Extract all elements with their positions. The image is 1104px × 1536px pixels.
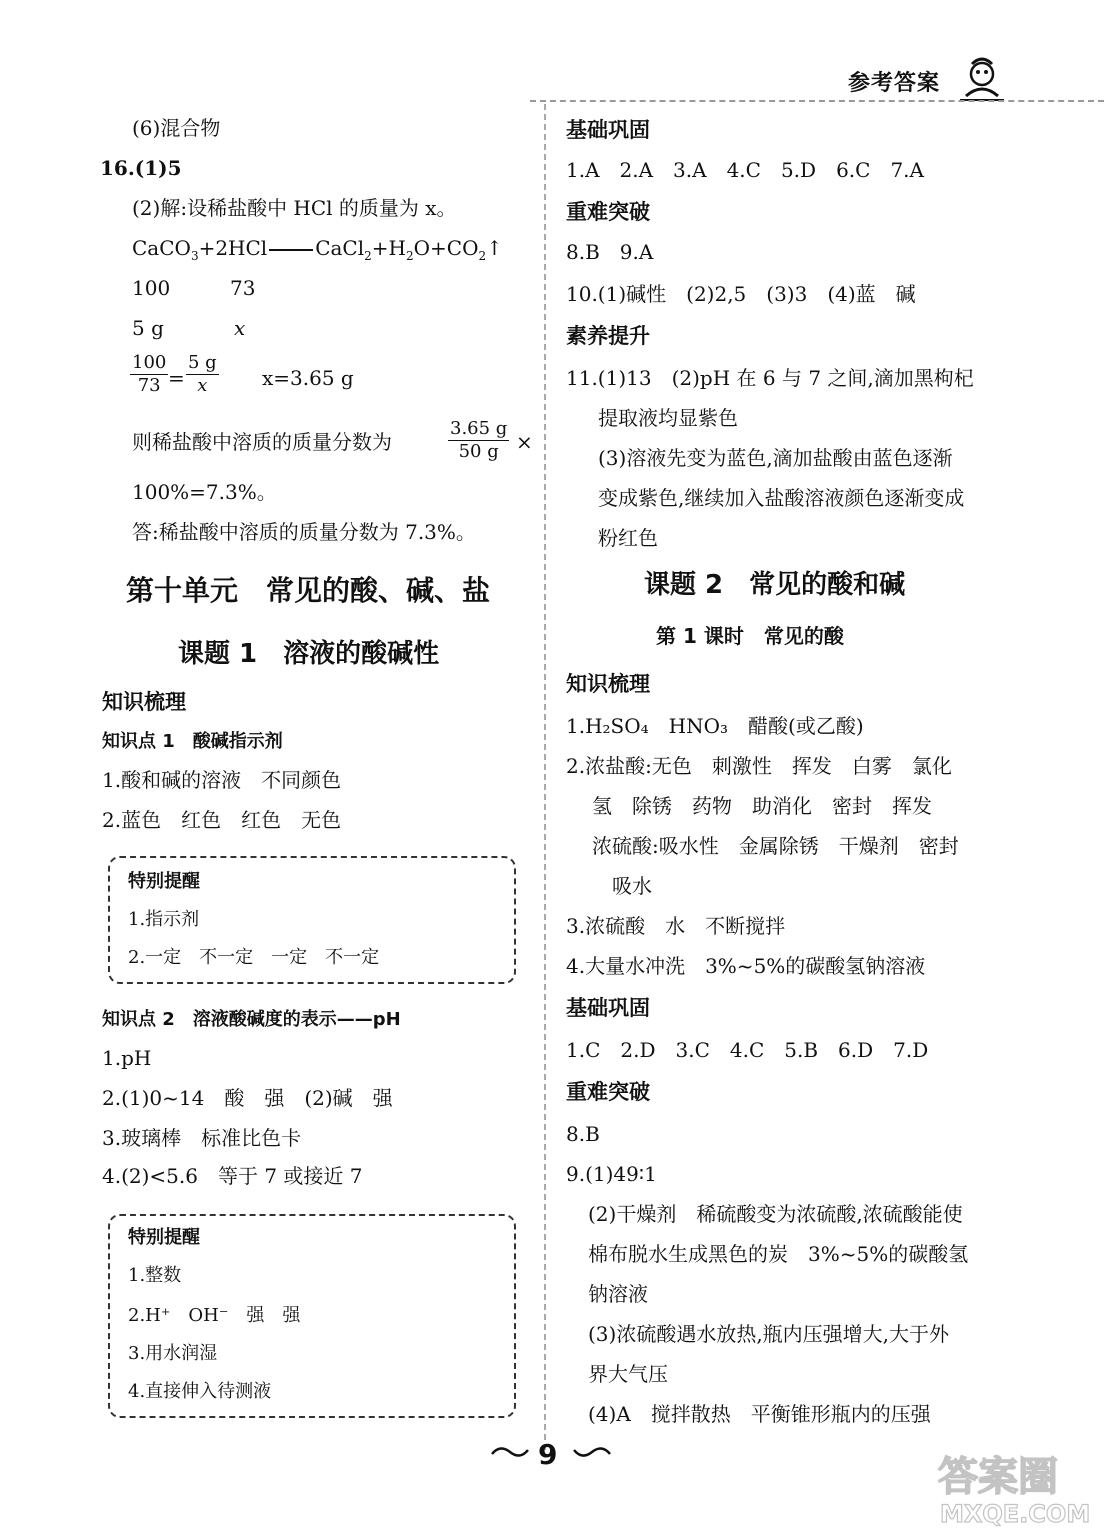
- reminder-item: 1.整数: [128, 1265, 182, 1286]
- lesson-title: 课题 1 溶液的酸碱性: [178, 639, 440, 669]
- unit-title: 第十单元 常见的酸、碱、盐: [126, 574, 491, 607]
- section-heading: 基础巩固: [566, 996, 650, 1020]
- fraction: $\frac{100}{73}$: [132, 352, 167, 396]
- svg-text:MXQE.COM: MXQE.COM: [940, 1500, 1091, 1528]
- answer-line: 浓硫酸:吸水性 金属除锈 干燥剂 密封: [592, 834, 959, 858]
- answer-line: 8.B 9.A: [566, 240, 654, 264]
- column-divider: [544, 104, 546, 1450]
- answer-line: 11.(1)13 (2)pH 在 6 与 7 之间,滴加黑枸杞: [566, 366, 974, 390]
- section-heading: 基础巩固: [566, 118, 650, 142]
- reminder-item: 2.一定 不一定 一定 不一定: [128, 947, 380, 968]
- answer-line: (3)溶液先变为蓝色,滴加盐酸由蓝色逐渐: [598, 446, 953, 470]
- text-line: 100%=7.3%。: [132, 480, 277, 504]
- section-heading: 重难突破: [566, 200, 650, 224]
- answer-line: (4)A 搅拌散热 平衡锥形瓶内的压强: [588, 1402, 931, 1426]
- reminder-title: 特别提醒: [128, 871, 200, 892]
- answer-line: (2)干燥剂 稀硫酸变为浓硫酸,浓硫酸能使: [588, 1202, 963, 1226]
- reminder-item: 1.指示剂: [128, 909, 200, 930]
- header-rule: [530, 100, 1104, 102]
- text-line: (2)解:设稀盐酸中 HCl 的质量为 x。: [132, 196, 457, 220]
- text-line: 则稀盐酸中溶质的质量分数为: [132, 430, 392, 454]
- svg-text:答案圈: 答案圈: [938, 1454, 1058, 1500]
- lesson-title: 课题 2 常见的酸和碱: [644, 570, 906, 600]
- chemical-equation: CaCO$_3$+2HCl $CaCl_2+H_2O+CO_2↑$: [132, 236, 503, 263]
- answer-line: 提取液均显紫色: [598, 406, 738, 430]
- page-number: 9: [538, 1438, 558, 1471]
- text-line: 1.pH: [102, 1046, 152, 1070]
- text-line: 2.(1)0~14 酸 强 (2)碱 强: [102, 1086, 393, 1110]
- times-sign: ×: [516, 430, 533, 454]
- wave-ornament-icon: [572, 1442, 612, 1462]
- header-title: 参考答案: [848, 71, 941, 96]
- answer-line: 答:稀盐酸中溶质的质量分数为 7.3%。: [132, 520, 476, 544]
- reminder-item: 3.用水润湿: [128, 1343, 218, 1364]
- section-heading: 重难突破: [566, 1080, 650, 1104]
- answer-line: 界大气压: [588, 1362, 668, 1386]
- answer-line: 4.大量水冲洗 3%~5%的碳酸氢钠溶液: [566, 954, 926, 978]
- period-title: 第 1 课时 常见的酸: [656, 624, 844, 648]
- text-line: 1.酸和碱的溶液 不同颜色: [102, 768, 342, 792]
- question-16: 16.(1)5: [100, 156, 182, 180]
- knowledge-point: 知识点 1 酸碱指示剂: [102, 731, 283, 752]
- answer-line: 钠溶液: [588, 1282, 648, 1306]
- section-heading: 知识梳理: [566, 672, 650, 696]
- answer-line: (3)浓硫酸遇水放热,瓶内压强增大,大于外: [588, 1322, 950, 1346]
- reminder-title: 特别提醒: [128, 1227, 200, 1248]
- knowledge-point: 知识点 2 溶液酸碱度的表示——pH: [102, 1009, 401, 1030]
- fraction: $\frac{5 g}{x}$: [188, 352, 217, 396]
- mass-ratio-value: 100: [132, 276, 171, 300]
- cartoon-logo-icon: [958, 56, 1006, 102]
- answer-line: 10.(1)碱性 (2)2,5 (3)3 (4)蓝 碱: [566, 282, 916, 306]
- mass-ratio-value: 73: [230, 276, 256, 300]
- section-heading: 知识梳理: [102, 690, 186, 714]
- answer-line: 1.H₂SO₄ HNO₃ 醋酸(或乙酸): [566, 714, 864, 738]
- mass-variable: x: [234, 316, 246, 340]
- reminder-item: 2.H⁺ OH⁻ 强 强: [128, 1305, 301, 1326]
- text-line: 2.蓝色 红色 红色 无色: [102, 808, 342, 832]
- section-heading: 素养提升: [566, 324, 650, 348]
- answer-line: 氢 除锈 药物 助消化 密封 挥发: [592, 794, 932, 818]
- reminder-item: 4.直接伸入待测液: [128, 1381, 272, 1402]
- text-line: (6)混合物: [132, 116, 221, 140]
- answer-line: 1.A 2.A 3.A 4.C 5.D 6.C 7.A: [566, 158, 924, 182]
- answer-line: 9.(1)49∶1: [566, 1162, 657, 1186]
- result-x: x=3.65 g: [262, 366, 354, 390]
- answer-line: 3.浓硫酸 水 不断搅拌: [566, 914, 786, 938]
- wave-ornament-icon: [490, 1442, 530, 1462]
- answer-line: 1.C 2.D 3.C 4.C 5.B 6.D 7.D: [566, 1038, 929, 1062]
- fraction: $\frac{3.65 g}{50 g}$: [450, 418, 508, 462]
- answer-line: 粉红色: [598, 526, 658, 550]
- answer-line: 吸水: [612, 874, 652, 898]
- text-line: 4.(2)<5.6 等于 7 或接近 7: [102, 1164, 363, 1188]
- text-line: 3.玻璃棒 标准比色卡: [102, 1126, 302, 1150]
- watermark-logo: [928, 1448, 1098, 1528]
- answer-line: 8.B: [566, 1122, 600, 1146]
- answer-line: 2.浓盐酸:无色 刺激性 挥发 白雾 氯化: [566, 754, 952, 778]
- answer-line: 变成紫色,继续加入盐酸溶液颜色逐渐变成: [598, 486, 965, 510]
- mass-value: 5 g: [132, 316, 164, 340]
- answer-line: 棉布脱水生成黑色的炭 3%~5%的碳酸氢: [588, 1242, 969, 1266]
